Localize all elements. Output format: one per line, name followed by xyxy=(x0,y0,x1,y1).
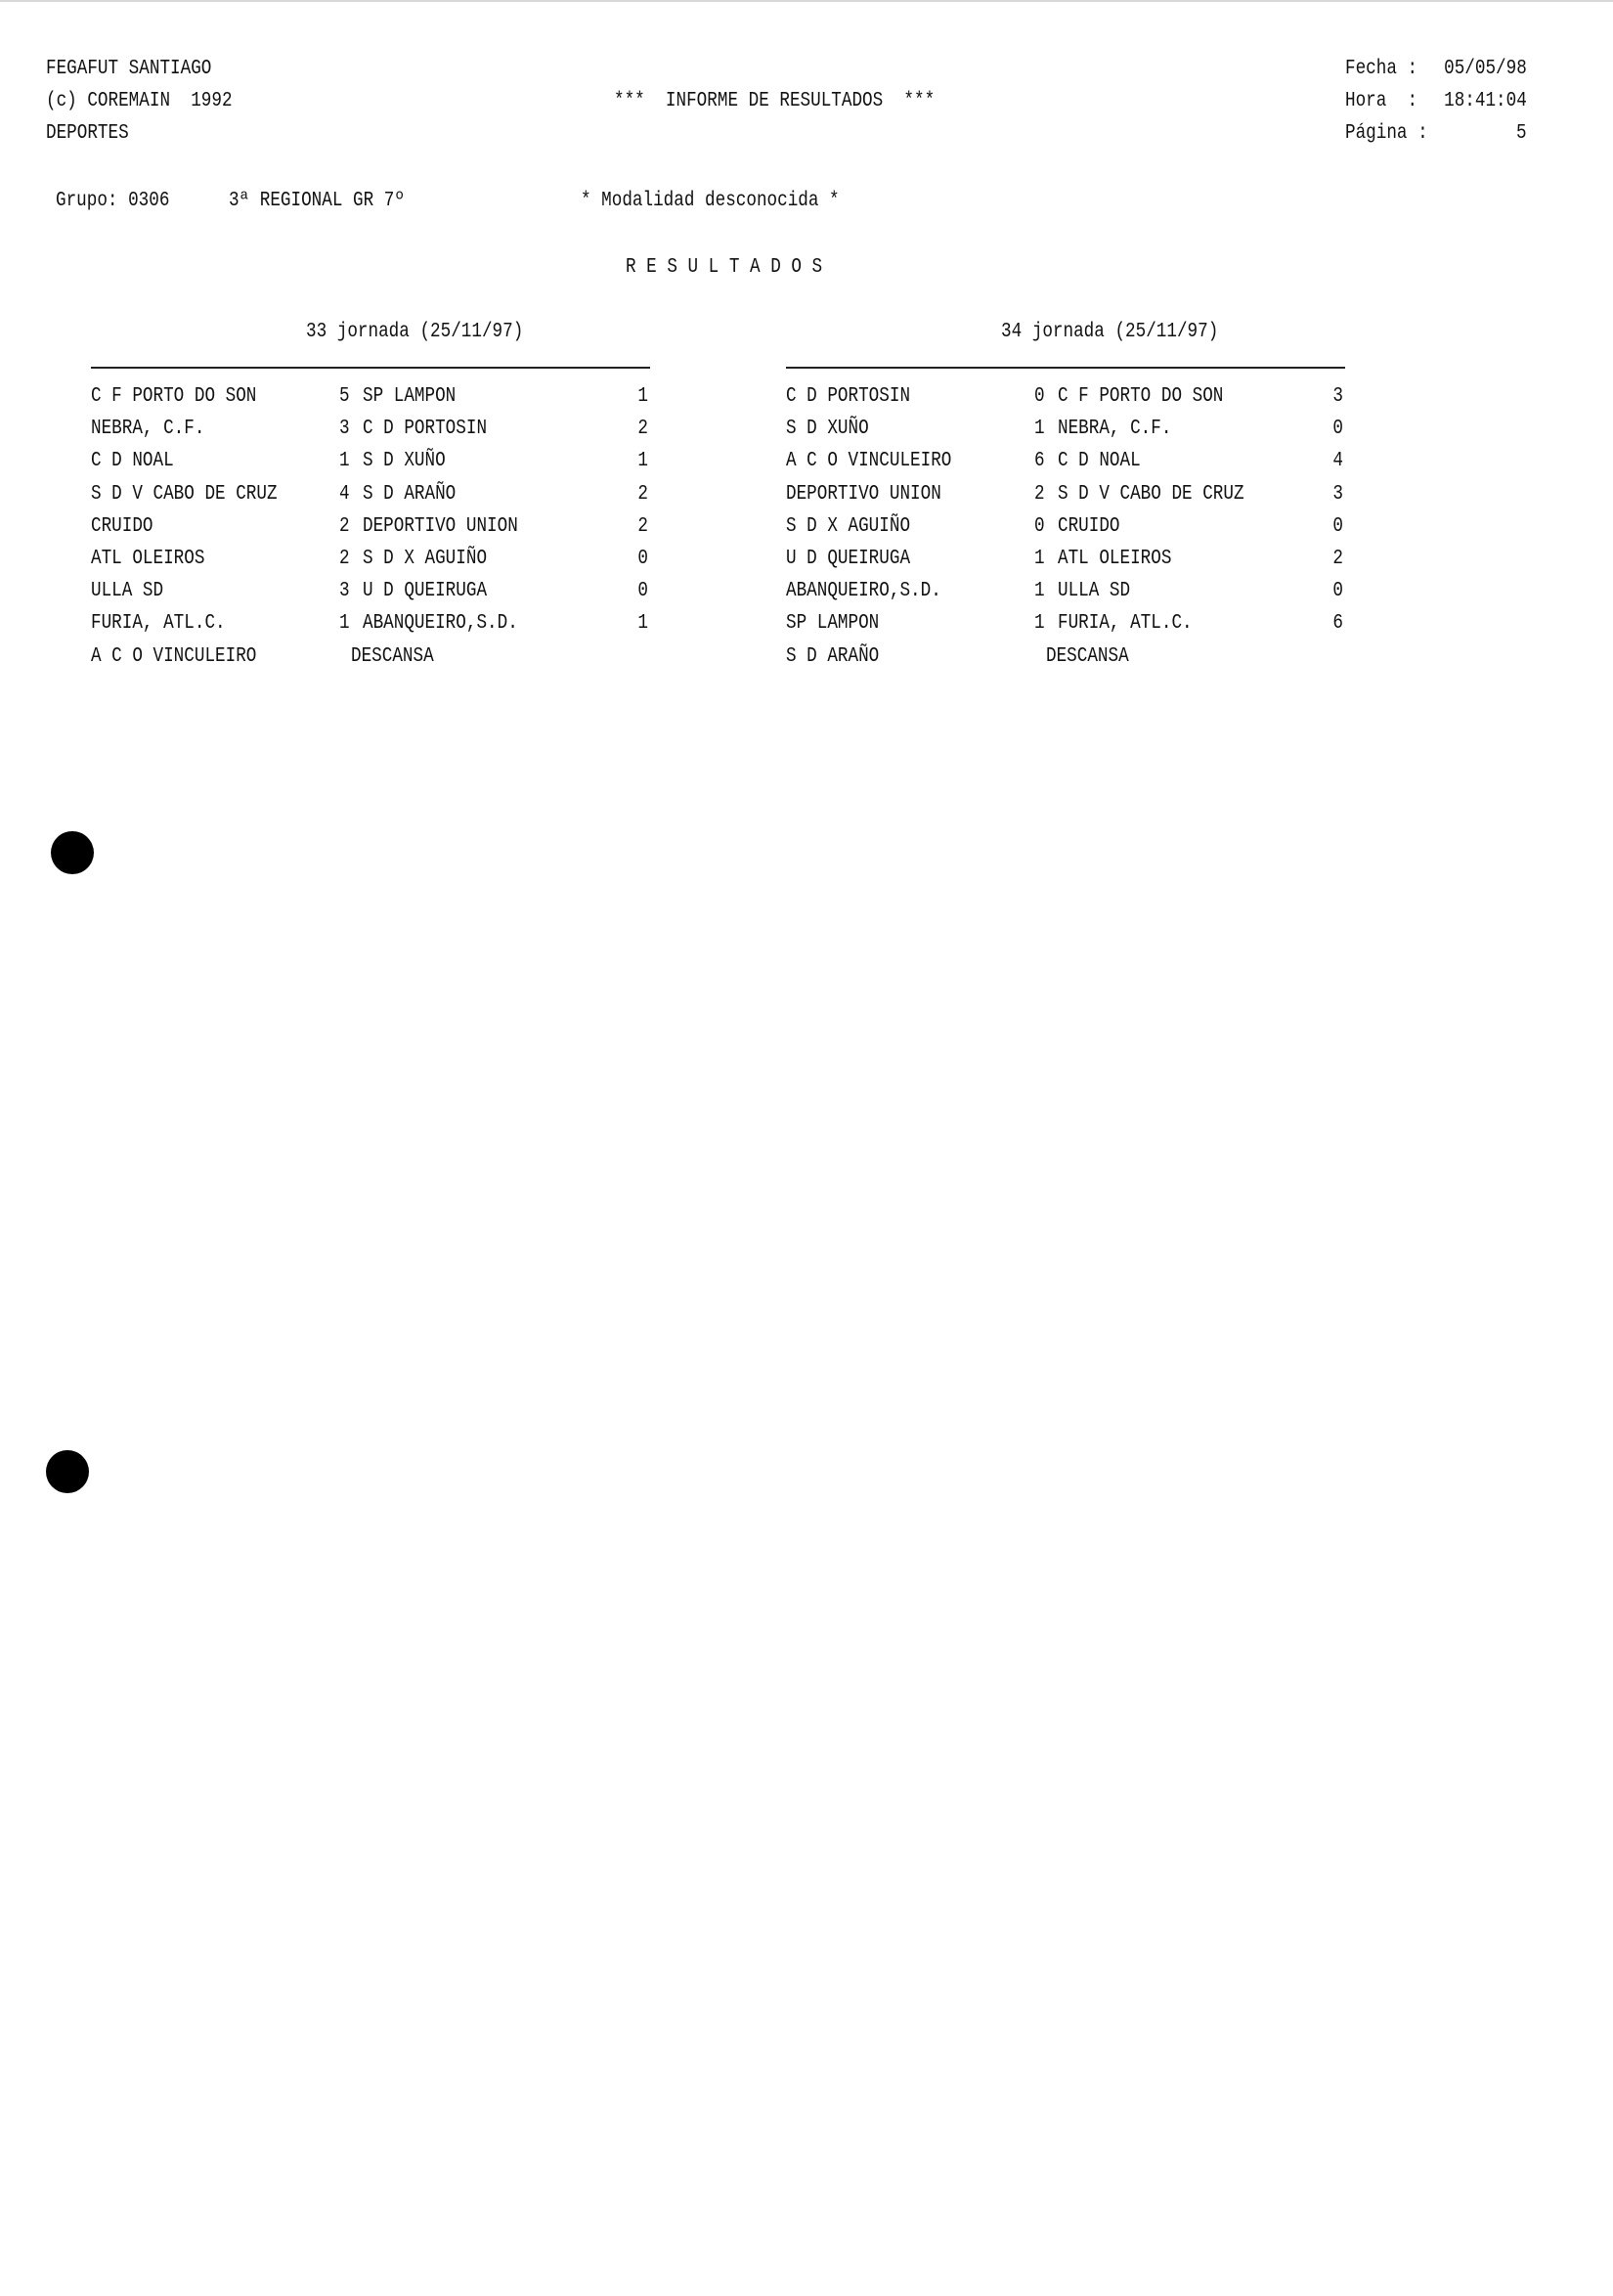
away-team: S D V CABO DE CRUZ xyxy=(1058,483,1244,506)
hora-value: 18:41:04 xyxy=(1444,90,1527,112)
home-goals: 1 xyxy=(339,612,350,635)
away-team: ABANQUEIRO,S.D. xyxy=(363,612,518,635)
pagina-label: Página : xyxy=(1345,122,1428,145)
copyright-line: (c) COREMAIN 1992 xyxy=(46,90,233,112)
away-team: DEPORTIVO UNION xyxy=(363,515,518,538)
away-team: U D QUEIRUGA xyxy=(363,580,488,602)
home-goals: 3 xyxy=(339,418,350,440)
away-goals: 6 xyxy=(1332,612,1343,635)
away-goals: 0 xyxy=(1332,515,1343,538)
away-team: C D PORTOSIN xyxy=(363,418,488,440)
away-team: S D XUÑO xyxy=(363,450,446,472)
away-team: ULLA SD xyxy=(1058,580,1131,602)
away-team: CRUIDO xyxy=(1058,515,1120,538)
punch-hole-lower xyxy=(46,1450,89,1493)
section-title: R E S U L T A D O S xyxy=(626,256,823,279)
away-goals: 3 xyxy=(1332,483,1343,506)
home-team: CRUIDO xyxy=(91,515,153,538)
away-goals: 0 xyxy=(1332,418,1343,440)
bye-team: A C O VINCULEIRO xyxy=(91,645,257,668)
away-goals: 0 xyxy=(637,580,648,602)
page-top-edge xyxy=(0,0,1613,2)
home-team: C D NOAL xyxy=(91,450,174,472)
away-team: NEBRA, C.F. xyxy=(1058,418,1172,440)
round-34-rule xyxy=(786,367,1345,369)
home-team: S D V CABO DE CRUZ xyxy=(91,483,278,506)
fecha-label: Fecha : xyxy=(1345,58,1418,80)
away-goals: 2 xyxy=(637,483,648,506)
away-team: SP LAMPON xyxy=(363,385,457,408)
home-team: C F PORTO DO SON xyxy=(91,385,257,408)
round-33-title: 33 jornada (25/11/97) xyxy=(306,321,524,343)
away-goals: 1 xyxy=(637,385,648,408)
away-team: C D NOAL xyxy=(1058,450,1141,472)
home-goals: 0 xyxy=(1034,385,1045,408)
home-goals: 1 xyxy=(1034,418,1045,440)
home-goals: 2 xyxy=(1034,483,1045,506)
home-team: DEPORTIVO UNION xyxy=(786,483,941,506)
home-goals: 5 xyxy=(339,385,350,408)
home-team: NEBRA, C.F. xyxy=(91,418,205,440)
group-modality: * Modalidad desconocida * xyxy=(581,190,840,212)
home-goals: 0 xyxy=(1034,515,1045,538)
department-name: DEPORTES xyxy=(46,122,129,145)
home-goals: 2 xyxy=(339,515,350,538)
home-team: FURIA, ATL.C. xyxy=(91,612,226,635)
bye-label: DESCANSA xyxy=(351,645,434,668)
away-goals: 1 xyxy=(637,450,648,472)
away-goals: 0 xyxy=(637,548,648,570)
bye-label: DESCANSA xyxy=(1046,645,1129,668)
hora-label: Hora : xyxy=(1345,90,1418,112)
home-goals: 1 xyxy=(1034,580,1045,602)
away-team: S D ARAÑO xyxy=(363,483,457,506)
punch-hole-upper xyxy=(51,831,94,874)
home-goals: 6 xyxy=(1034,450,1045,472)
home-team: S D X AGUIÑO xyxy=(786,515,911,538)
away-goals: 4 xyxy=(1332,450,1343,472)
report-title: *** INFORME DE RESULTADOS *** xyxy=(614,90,936,112)
away-team: C F PORTO DO SON xyxy=(1058,385,1224,408)
home-goals: 2 xyxy=(339,548,350,570)
away-team: S D X AGUIÑO xyxy=(363,548,488,570)
away-goals: 0 xyxy=(1332,580,1343,602)
home-goals: 4 xyxy=(339,483,350,506)
away-team: FURIA, ATL.C. xyxy=(1058,612,1193,635)
round-34-title: 34 jornada (25/11/97) xyxy=(1001,321,1219,343)
home-team: U D QUEIRUGA xyxy=(786,548,911,570)
home-team: ABANQUEIRO,S.D. xyxy=(786,580,941,602)
bye-team: S D ARAÑO xyxy=(786,645,880,668)
home-team: C D PORTOSIN xyxy=(786,385,911,408)
away-goals: 2 xyxy=(637,515,648,538)
away-goals: 2 xyxy=(1332,548,1343,570)
org-name: FEGAFUT SANTIAGO xyxy=(46,58,212,80)
home-goals: 1 xyxy=(1034,612,1045,635)
home-team: ULLA SD xyxy=(91,580,164,602)
away-goals: 3 xyxy=(1332,385,1343,408)
group-code: Grupo: 0306 xyxy=(56,190,170,212)
away-goals: 2 xyxy=(637,418,648,440)
home-team: S D XUÑO xyxy=(786,418,869,440)
home-team: ATL OLEIROS xyxy=(91,548,205,570)
away-goals: 1 xyxy=(637,612,648,635)
home-goals: 3 xyxy=(339,580,350,602)
home-team: SP LAMPON xyxy=(786,612,880,635)
group-category: 3ª REGIONAL GR 7º xyxy=(229,190,405,212)
round-33-rule xyxy=(91,367,650,369)
home-goals: 1 xyxy=(339,450,350,472)
pagina-value: 5 xyxy=(1516,122,1527,145)
away-team: ATL OLEIROS xyxy=(1058,548,1172,570)
home-goals: 1 xyxy=(1034,548,1045,570)
fecha-value: 05/05/98 xyxy=(1444,58,1527,80)
home-team: A C O VINCULEIRO xyxy=(786,450,952,472)
